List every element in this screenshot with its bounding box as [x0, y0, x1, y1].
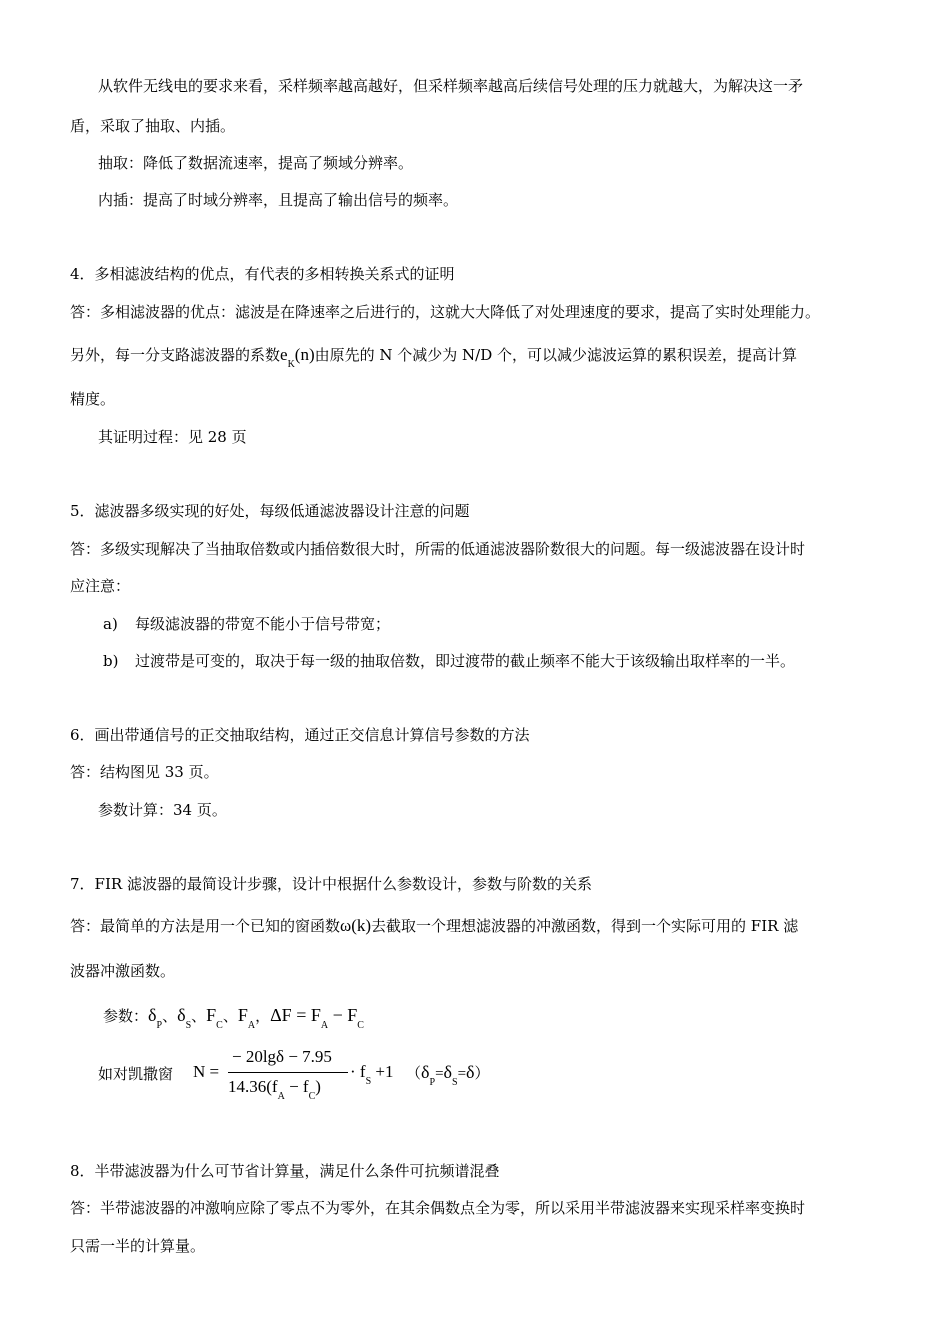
- f-c-subscript: C: [216, 1020, 223, 1031]
- param-separator-2: 、: [191, 1007, 207, 1025]
- intro-interpolation: 内插：提高了时域分辨率，且提高了输出信号的频率。: [98, 191, 459, 209]
- coefficient-subscript: K: [287, 359, 295, 370]
- kaiser-denominator: [228, 1077, 321, 1102]
- param-separator-3: 、: [222, 1007, 238, 1025]
- f-a: F: [237, 1005, 248, 1025]
- condition-equals-2: =: [457, 1066, 467, 1082]
- q5-title: 5．滤波器多级实现的好处，每级低通滤波器设计注意的问题: [70, 502, 470, 520]
- kaiser-fraction-bar: [228, 1072, 348, 1073]
- condition-equals-1: =: [435, 1066, 444, 1082]
- condition-close: ）: [474, 1066, 490, 1082]
- condition-delta-p: δ: [421, 1062, 430, 1082]
- q7-answer-line1: [70, 916, 798, 936]
- q8-answer-line1: 答：半带滤波器的冲激响应除了零点不为零外，在其余偶数点全为零，所以采用半带滤波器来实现采样率变换时: [70, 1199, 806, 1217]
- kaiser-fs: · f: [350, 1062, 366, 1081]
- condition-delta-s: δ: [443, 1062, 453, 1082]
- coefficient-argument: (n): [294, 345, 315, 364]
- condition-delta: δ: [466, 1062, 475, 1082]
- q7-title: 7．FIR 滤波器的最简设计步骤，设计中根据什么参数设计，参数与阶数的关系: [70, 875, 592, 893]
- kaiser-denominator-pre: 14.36(f: [228, 1077, 278, 1096]
- q6-title: 6．画出带通信号的正交抽取结构，通过正交信息计算信号参数的方法: [70, 726, 530, 744]
- intro-paragraph-line1: 从软件无线电的要求来看，采样频率越高越好，但采样频率越高后续信号处理的压力就越大，为解决这一矛: [98, 77, 804, 95]
- q7-answer-line2: 波器冲激函数。: [70, 962, 176, 980]
- q5-item-b-marker: b): [103, 652, 119, 670]
- f-a-subscript: A: [247, 1020, 256, 1031]
- condition-delta-p-subscript: P: [429, 1077, 436, 1088]
- q4-answer-line3: 精度。: [70, 390, 116, 408]
- q5-item-a-text: 每级滤波器的带宽不能小于信号带宽；: [135, 615, 391, 633]
- kaiser-denominator-post: ): [315, 1077, 321, 1096]
- param-separator-1: 、: [162, 1007, 178, 1025]
- window-function: ω(k): [340, 916, 372, 935]
- kaiser-plus-one: +1: [371, 1062, 394, 1081]
- q7-answer-line1-post: 去截取一个理想滤波器的冲激函数，得到一个实际可用的 FIR 滤: [371, 917, 799, 935]
- f-c: F: [206, 1005, 217, 1025]
- kaiser-denominator-subscript-a: A: [277, 1091, 285, 1102]
- kaiser-condition: [406, 1062, 490, 1088]
- q5-item-a-marker: a): [103, 615, 118, 633]
- kaiser-label: 如对凯撒窗: [98, 1065, 174, 1083]
- delta-s-subscript: S: [185, 1020, 192, 1031]
- q4-answer-line2: [70, 345, 797, 368]
- delta-f-subscript-a: A: [320, 1020, 329, 1031]
- q5-answer-line1: 答：多级实现解决了当抽取倍数或内插倍数很大时，所需的低通滤波器阶数很大的问题。每一级滤波器在设计时: [70, 540, 806, 558]
- delta-p: δ: [148, 1005, 157, 1025]
- kaiser-tail: [350, 1062, 394, 1087]
- q6-answer-line1: 答：结构图见 33 页。: [70, 763, 219, 781]
- q7-answer-line1-pre: 答：最简单的方法是用一个已知的窗函数: [70, 917, 341, 935]
- kaiser-numerator: − 20lgδ − 7.95: [232, 1047, 332, 1066]
- q4-title: 4．多相滤波结构的优点，有代表的多相转换关系式的证明: [70, 265, 455, 283]
- coefficient-e: e: [280, 345, 288, 364]
- delta-p-subscript: P: [156, 1020, 163, 1031]
- delta-f-expression: ΔF = F: [270, 1005, 321, 1025]
- q4-answer-line2-post: 由原先的 N 个减少为 N/D 个，可以减少滤波运算的累积误差，提高计算: [314, 346, 798, 364]
- delta-s: δ: [177, 1005, 186, 1025]
- q5-answer-line2: 应注意：: [70, 577, 131, 595]
- kaiser-n-equals: N =: [193, 1062, 220, 1081]
- params-label: 参数：: [103, 1007, 149, 1025]
- param-comma: ，: [255, 1007, 271, 1025]
- q5-item-b-text: 过渡带是可变的，取决于每一级的抽取倍数，即过渡带的截止频率不能大于该级输出取样率的一半。: [135, 652, 796, 670]
- q8-answer-line2: 只需一半的计算量。: [70, 1237, 206, 1255]
- q8-title: 8．半带滤波器为什么可节省计算量，满足什么条件可抗频谱混叠: [70, 1162, 500, 1180]
- q4-answer-line2-pre: 另外，每一分支路滤波器的系数: [70, 346, 281, 364]
- kaiser-denominator-subscript-c: C: [308, 1091, 316, 1102]
- q7-parameters: [103, 1005, 364, 1029]
- q4-proof-reference: 其证明过程：见 28 页: [98, 428, 247, 446]
- intro-decimation: 抽取：降低了数据流速率，提高了频域分辨率。: [98, 154, 414, 172]
- kaiser-fs-subscript: S: [365, 1076, 372, 1087]
- intro-paragraph-line2: 盾，采取了抽取、内插。: [70, 117, 236, 135]
- q4-answer-line1: 答：多相滤波器的优点：滤波是在降速率之后进行的，这就大大降低了对处理速度的要求，提高了实时处理能力。: [70, 303, 821, 321]
- delta-f-minus: − F: [328, 1005, 358, 1025]
- kaiser-denominator-mid: − f: [284, 1077, 309, 1096]
- condition-open: （: [406, 1066, 422, 1082]
- delta-f-subscript-c: C: [357, 1020, 364, 1031]
- condition-delta-s-subscript: S: [452, 1077, 458, 1088]
- q6-answer-line2: 参数计算：34 页。: [98, 801, 227, 819]
